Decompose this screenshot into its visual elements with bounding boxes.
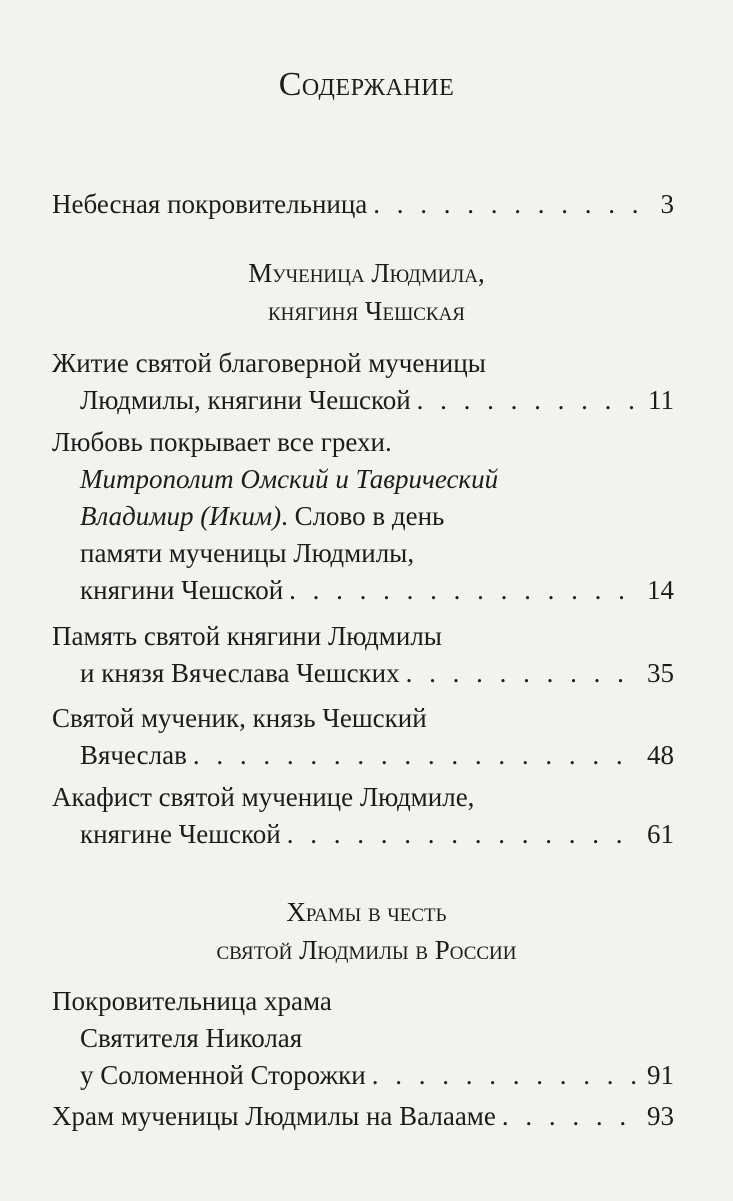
section-heading-line: княгиня Чешская — [268, 296, 465, 326]
entry-title: Людмилы, княгини Чешской — [80, 385, 411, 415]
toc-entry[interactable] — [52, 618, 674, 692]
leader-dots — [406, 655, 638, 692]
entry-title: Житие святой благоверной мученицы — [52, 348, 486, 378]
page-number: 91 — [647, 1060, 674, 1090]
leader-dots — [289, 572, 638, 609]
toc-entry[interactable] — [52, 779, 674, 853]
page-number: 14 — [647, 575, 674, 605]
toc-entry[interactable] — [52, 424, 674, 609]
entry-title: Покровительница храма — [52, 986, 332, 1016]
section-heading — [0, 254, 733, 330]
entry-title: княгине Чешской — [80, 819, 281, 849]
leader-dots — [417, 382, 638, 419]
entry-title: Акафист святой мученице Людмиле, — [52, 782, 475, 812]
entry-title: Святой мученик, князь Чешский — [52, 703, 427, 733]
section-heading-line: Мученица Людмила, — [248, 258, 485, 288]
page-number: 93 — [647, 1101, 674, 1131]
entry-title: у Соломенной Сторожки — [80, 1060, 366, 1090]
entry-title: Вячеслав — [80, 740, 187, 770]
toc-entry[interactable] — [52, 700, 674, 774]
toc-entry[interactable] — [52, 345, 674, 419]
entry-title: и князя Вячеслава Чешских — [80, 658, 400, 688]
leader-dots — [372, 1057, 638, 1094]
toc-entry[interactable] — [52, 186, 674, 223]
page-number: 3 — [660, 189, 674, 219]
entry-title: Любовь покрывает все грехи. — [52, 427, 392, 457]
entry-title: . Слово в день — [281, 501, 445, 531]
toc-entry[interactable] — [52, 983, 674, 1094]
author-name: Владимир (Иким) — [80, 501, 282, 531]
page-number: 61 — [647, 819, 674, 849]
entry-title: Небесная покровительница — [52, 189, 368, 219]
entry-title: Храм мученицы Людмилы на Валааме — [52, 1101, 496, 1131]
page-title: Содержание — [278, 66, 455, 103]
leader-dots — [287, 816, 638, 853]
entry-title: Память святой княгини Людмилы — [52, 621, 442, 651]
section-heading — [0, 893, 733, 969]
section-heading-line: святой Людмилы в России — [216, 935, 517, 965]
section-heading-line: Храмы в честь — [286, 897, 447, 927]
author-name: Митрополит Омский и Таврический — [80, 464, 499, 494]
leader-dots — [502, 1098, 638, 1135]
leader-dots — [373, 186, 638, 223]
entry-title: памяти мученицы Людмилы, — [80, 538, 415, 568]
page-number: 11 — [648, 385, 674, 415]
toc-entry[interactable] — [52, 1098, 674, 1135]
entry-title: Святителя Николая — [80, 1023, 303, 1053]
entry-title: княгини Чешской — [80, 575, 284, 605]
page-number: 48 — [647, 740, 674, 770]
page-number: 35 — [647, 658, 674, 688]
leader-dots — [193, 737, 638, 774]
